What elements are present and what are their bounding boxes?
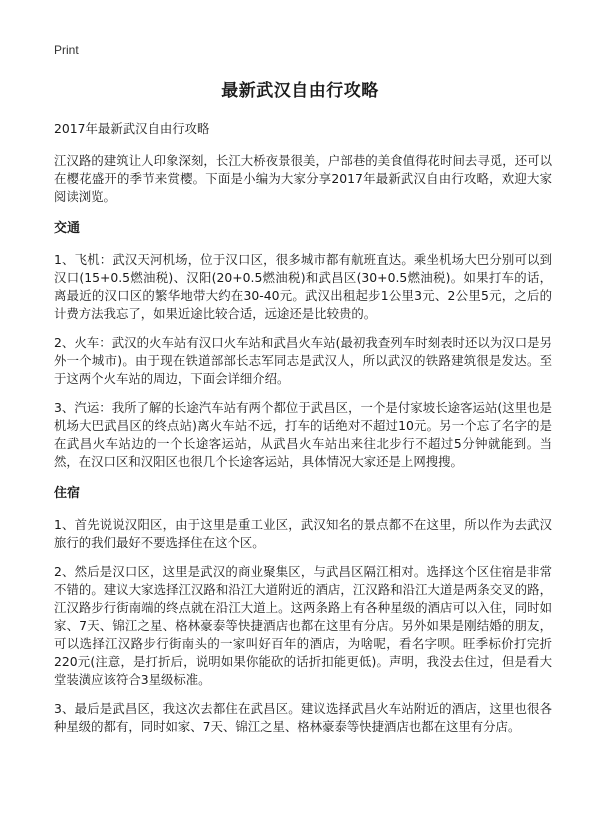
transport-paragraph-flight: 1、飞机：武汉天河机场，位于汉口区，很多城市都有航班直达。乘坐机场大巴分别可以到汉口(15+0.5燃油税)、汉阳(20+0.5燃油税)和武昌区(30+0.5燃油税)。如果打车的话，离最近的汉口区的繁华地带大约在30-40元。武汉出租起步1公里3元、2公里5元，之后的计费方法我忘了，如果近途比较合适，远途还是比较贵的。 <box>54 252 552 321</box>
lodging-paragraph-hanyang: 1、首先说说汉阳区，由于这里是重工业区，武汉知名的景点都不在这里，所以作为去武汉旅行的我们最好不要选择住在这个区。 <box>54 517 552 550</box>
article-body <box>54 120 552 747</box>
article-subtitle: 2017年最新武汉自由行攻略 <box>54 121 210 136</box>
section-heading-transport: 交通 <box>54 221 81 236</box>
lodging-paragraph-hankou: 2、然后是汉口区，这里是武汉的商业聚集区，与武昌区隔江相对。选择这个区住宿是非常不错的。建议大家选择江汉路和沿江大道附近的酒店，江汉路和沿江大道是两条交叉的路，江汉路步行街南端的终点就在沿江大道上。这两条路上有各种星级的酒店可以入住，同时如家、7天、锦江之星、格林豪泰等快捷酒店也都在这里有分店。另外如果是刚结婚的朋友，可以选择江汉路步行街南头的一家叫好百年的酒店，为啥呢，看名字呗。旺季标价打完折220元(注意，是打折后，说明如果你能砍的话折扣能更低)。声明，我没去住过，但是看大堂装潢应该符合3星级标准。 <box>54 564 552 687</box>
intro-paragraph: 江汉路的建筑让人印象深刻，长江大桥夜景很美，户部巷的美食值得花时间去寻觅，还可以在樱花盛开的季节来赏樱。下面是小编为大家分享2017年最新武汉自由行攻略，欢迎大家阅读浏览。 <box>54 153 552 204</box>
section-heading-lodging: 住宿 <box>54 486 81 501</box>
page-title: 最新武汉自由行攻略 <box>221 81 379 101</box>
lodging-paragraph-wuchang: 3、最后是武昌区，我这次去都住在武昌区。建议选择武昌火车站附近的酒店，这里也很各种星级的都有，同时如家、7天、锦江之星、格林豪泰等快捷酒店也都在这里有分店。 <box>54 701 552 734</box>
transport-paragraph-train: 2、火车：武汉的火车站有汉口火车站和武昌火车站(最初我查列车时刻表时还以为汉口是另外一个城市)。由于现在铁道部部长志军同志是武汉人，所以武汉的铁路建筑很是发达。至于这两个火车站的周边，下面会详细介绍。 <box>54 335 552 386</box>
print-link[interactable]: Print <box>54 43 79 57</box>
transport-paragraph-bus: 3、汽运：我所了解的长途汽车站有两个都位于武昌区，一个是付家坡长途客运站(这里也是机场大巴武昌区的终点站)离火车站不远，打车的话绝对不超过10元。另一个忘了名字的是在武昌火车站边的一个长途客运站，从武昌火车站出来往北步行不超过5分钟就能到。当然，在汉口区和汉阳区也很几个长途客运站，具体情况大家还是上网搜搜。 <box>54 400 552 469</box>
